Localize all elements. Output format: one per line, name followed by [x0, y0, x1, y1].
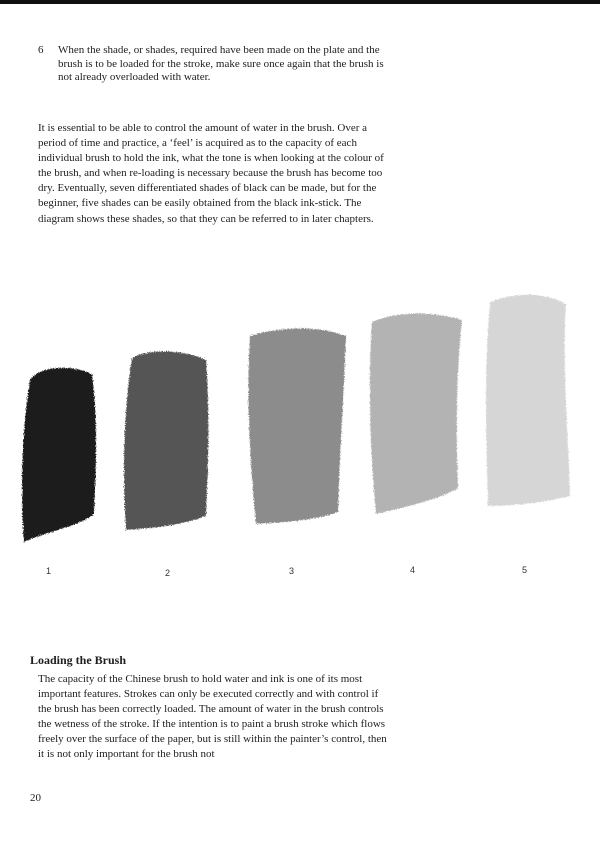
instruction-number: 6 — [38, 44, 44, 56]
section-heading: Loading the Brush — [30, 653, 127, 667]
page-number: 20 — [30, 792, 41, 804]
numbered-instruction — [38, 44, 388, 85]
shade-swatch-1 — [22, 368, 96, 542]
shade-swatch-3 — [248, 329, 346, 525]
shade-label-2: 2 — [165, 568, 171, 578]
intro-paragraph: It is essential to be able to control the amount of water in the brush. Over a period of time and practice, a ‘feel’ is acquired as to the capacity of each individual brush to hold the ink, what the tone is when looking at the colour of the brush, and when re-loading is necessary because the brush has become too dry. Eventually, seven differentiated shades of black can be made, but for the beginner, five shades can be easily obtained from the black ink-stick. The diagram shows these shades, so that they can be referred to in later chapters. — [38, 122, 384, 225]
shade-label-5: 5 — [522, 565, 528, 575]
shade-swatch-2 — [124, 351, 208, 530]
shade-label-4: 4 — [410, 565, 416, 575]
shade-label-3: 3 — [289, 566, 295, 576]
shade-swatch-5 — [486, 295, 570, 506]
shade-swatch-4 — [370, 314, 462, 515]
shade-label-1: 1 — [46, 566, 52, 576]
ink-shade-diagram — [0, 270, 600, 590]
loading-paragraph: The capacity of the Chinese brush to hold water and ink is one of its most important features. Strokes can only be executed correctly and with control if the brush has been correctly loaded. The amount of water in the brush controls the wetness of the stroke. If the intention is to paint a brush stroke which flows freely over the surface of the paper, but is still within the painter’s control, then it is not only important for the brush not — [38, 673, 387, 761]
instruction-text: When the shade, or shades, required have been made on the plate and the brush is to be loaded for the stroke, make sure once again that the brush is not already overloaded with water. — [58, 44, 384, 84]
shade-swatches-svg — [0, 270, 600, 590]
